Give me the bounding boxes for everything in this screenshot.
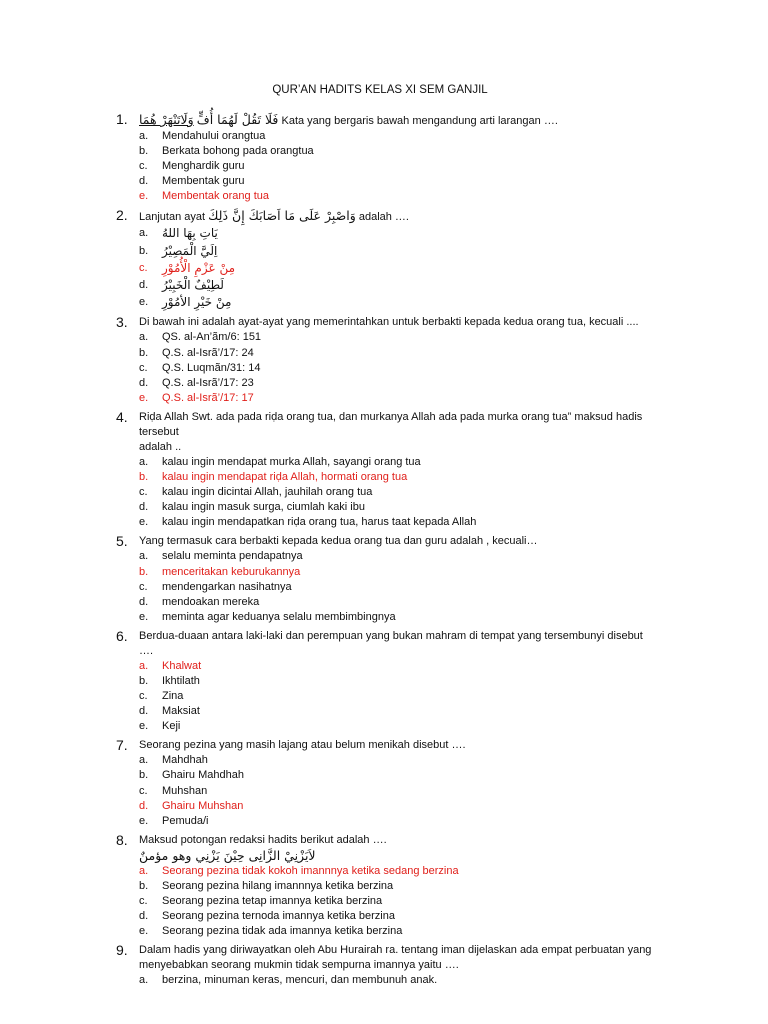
option-a[interactable] bbox=[116, 129, 656, 144]
option-text: Q.S. al-Isrã’/17: 23 bbox=[162, 376, 254, 389]
option-c[interactable] bbox=[116, 361, 656, 376]
option-b[interactable] bbox=[116, 565, 656, 580]
question-3 bbox=[116, 315, 656, 405]
option-d[interactable] bbox=[116, 799, 656, 814]
question-text: Dalam hadis yang diriwayatkan oleh Abu Hurairah ra. tentang iman dijelaskan ada empat perbuatan yang bbox=[139, 944, 652, 957]
option-a[interactable] bbox=[116, 549, 656, 564]
option-letter: d. bbox=[139, 705, 149, 718]
arabic-verse: وَاصْبِرْ عَلَى مَا اَصَابَكَ إِنَّ ذَلِكَ bbox=[208, 208, 356, 224]
option-c[interactable] bbox=[116, 894, 656, 909]
question-2 bbox=[116, 208, 656, 311]
question-text: Riḍa Allah Swt. ada pada riḍa orang tua, dan murkanya Allah ada pada murka orang tua” maksud hadis tersebut bbox=[139, 410, 643, 438]
question-number: 3. bbox=[116, 314, 128, 331]
option-d[interactable] bbox=[116, 500, 656, 515]
option-text: kalau ingin dicintai Allah, jauhilah orang tua bbox=[162, 486, 373, 499]
option-a[interactable] bbox=[116, 455, 656, 470]
question-text: Berdua-duaan antara laki-laki dan perempuan yang bukan mahram di tempat yang tersembunyi disebut …. bbox=[139, 629, 643, 657]
option-text: kalau ingin mendapatkan riḍa orang tua, harus taat kepada Allah bbox=[162, 516, 477, 529]
question-4 bbox=[116, 410, 656, 530]
option-letter: b. bbox=[139, 145, 149, 158]
option-letter: a. bbox=[139, 659, 149, 672]
option-list bbox=[116, 753, 656, 828]
option-text: مِنْ خَيْرِ الأمُوْرِ bbox=[162, 295, 232, 310]
option-letter: b. bbox=[139, 674, 149, 687]
question-text: Kata yang bergaris bawah mengandung arti larangan …. bbox=[281, 115, 558, 127]
option-text: اِلَيَّ الْمَصِيْرُ bbox=[162, 243, 218, 258]
option-letter: d. bbox=[139, 595, 149, 608]
option-letter: a. bbox=[139, 331, 149, 344]
option-letter: b. bbox=[139, 565, 149, 578]
option-letter: a. bbox=[139, 227, 149, 240]
question-stem bbox=[116, 534, 656, 549]
option-a[interactable] bbox=[116, 753, 656, 768]
option-c[interactable] bbox=[116, 580, 656, 595]
option-letter: b. bbox=[139, 879, 149, 892]
option-letter: d. bbox=[139, 376, 149, 389]
question-number: 4. bbox=[116, 408, 128, 425]
option-a[interactable] bbox=[116, 225, 656, 242]
arabic-underlined-phrase: وَلَاتَنْهَرْ هُمَا bbox=[139, 112, 194, 127]
option-text: meminta agar keduanya selalu membimbingnya bbox=[162, 610, 396, 623]
option-text: Membentak guru bbox=[162, 175, 245, 188]
arabic-verse: فَلَا تَقُلْ لَهُمَا أُفٍّ bbox=[196, 112, 279, 127]
option-text: kalau ingin masuk surga, ciumlah kaki ibu bbox=[162, 501, 365, 514]
option-list bbox=[116, 225, 656, 311]
option-text: Ghairu Muhshan bbox=[162, 799, 244, 812]
option-letter: e. bbox=[139, 391, 149, 404]
option-text: Zina bbox=[162, 690, 184, 703]
option-a[interactable] bbox=[116, 973, 656, 988]
question-number: 8. bbox=[116, 831, 128, 848]
question-stem bbox=[116, 112, 656, 129]
option-d[interactable] bbox=[116, 277, 656, 294]
option-text: Membentak orang tua bbox=[162, 190, 270, 203]
option-e[interactable] bbox=[116, 924, 656, 939]
option-list bbox=[116, 973, 656, 988]
option-e[interactable] bbox=[116, 294, 656, 311]
option-letter: d. bbox=[139, 910, 149, 923]
option-text: Mendahului orangtua bbox=[162, 130, 266, 142]
option-letter: c. bbox=[139, 690, 148, 703]
option-text: Seorang pezina tetap imannya ketika berzina bbox=[162, 895, 383, 908]
option-text: Ikhtilath bbox=[162, 674, 200, 687]
arabic-hadith-excerpt: لاَيَزْنِيْ الزَّانِى حِيْنَ يَزْنِي وهو مؤمنٌ bbox=[139, 847, 316, 863]
option-a[interactable] bbox=[116, 659, 656, 674]
question-1 bbox=[116, 112, 656, 204]
question-stem bbox=[116, 943, 656, 958]
option-text: kalau ingin mendapat murka Allah, sayangi orang tua bbox=[162, 455, 421, 468]
question-stem bbox=[116, 738, 656, 753]
option-letter: c. bbox=[139, 261, 148, 274]
option-letter: d. bbox=[139, 799, 149, 812]
option-a[interactable] bbox=[116, 330, 656, 345]
option-list bbox=[116, 864, 656, 939]
question-text: Lanjutan ayat bbox=[139, 211, 206, 224]
option-b[interactable] bbox=[116, 674, 656, 689]
option-text: mendengarkan nasihatnya bbox=[162, 580, 292, 593]
option-text: mendoakan mereka bbox=[162, 595, 260, 608]
option-d[interactable] bbox=[116, 174, 656, 189]
option-text: Seorang pezina ternoda imannya ketika berzina bbox=[162, 910, 395, 923]
option-letter: b. bbox=[139, 471, 149, 484]
option-b[interactable] bbox=[116, 243, 656, 260]
question-text-continued: menyebabkan seorang mukmin tidak sempurna imannya yaitu …. bbox=[139, 959, 459, 972]
question-number: 5. bbox=[116, 533, 128, 550]
option-text: لَطِيْفٌ الْخَبِيْرُ bbox=[162, 278, 224, 293]
question-7 bbox=[116, 738, 656, 828]
option-text: Seorang pezina tidak kokoh imannnya ketika sedang berzina bbox=[162, 864, 459, 877]
question-number: 1. bbox=[116, 111, 128, 127]
option-letter: d. bbox=[139, 501, 149, 514]
option-d[interactable] bbox=[116, 376, 656, 391]
option-list bbox=[116, 455, 656, 530]
option-text: berzina, minuman keras, mencuri, dan membunuh anak. bbox=[162, 974, 438, 987]
option-c[interactable] bbox=[116, 485, 656, 500]
option-c[interactable] bbox=[116, 689, 656, 704]
option-list bbox=[116, 549, 656, 624]
option-text: menceritakan keburukannya bbox=[162, 565, 301, 578]
option-text: kalau ingin mendapat riḍa Allah, hormati orang tua bbox=[162, 471, 408, 484]
option-text: Q.S. Luqmãn/31: 14 bbox=[162, 361, 261, 374]
option-text: Keji bbox=[162, 720, 181, 733]
option-letter: a. bbox=[139, 864, 149, 877]
option-text: مِنْ عَزْمِ الْأُمُوْرِ bbox=[162, 260, 236, 275]
option-letter: c. bbox=[139, 486, 148, 499]
option-letter: e. bbox=[139, 925, 149, 938]
option-text: Ghairu Mahdhah bbox=[162, 769, 244, 782]
question-text: Yang termasuk cara berbakti kepada kedua orang tua dan guru adalah , kecuali… bbox=[139, 535, 538, 548]
question-9 bbox=[116, 943, 656, 988]
option-e[interactable] bbox=[116, 610, 656, 625]
question-stem bbox=[116, 208, 656, 225]
page-title: QUR’AN HADITS KELAS XI SEM GANJIL bbox=[272, 84, 488, 96]
question-number: 2. bbox=[116, 207, 128, 224]
option-letter: b. bbox=[139, 346, 149, 359]
option-c[interactable] bbox=[116, 784, 656, 799]
question-text-end: adalah …. bbox=[358, 211, 409, 224]
option-e[interactable] bbox=[116, 515, 656, 530]
option-text: selalu meminta pendapatnya bbox=[162, 550, 303, 563]
option-letter: e. bbox=[139, 190, 149, 203]
option-letter: c. bbox=[139, 361, 148, 374]
option-letter: d. bbox=[139, 279, 149, 292]
question-number: 7. bbox=[116, 737, 128, 754]
option-text: Khalwat bbox=[162, 659, 202, 672]
option-list bbox=[116, 129, 656, 204]
option-b[interactable] bbox=[116, 768, 656, 783]
question-text: Seorang pezina yang masih lajang atau belum menikah disebut …. bbox=[139, 739, 466, 752]
question-number: 9. bbox=[116, 942, 128, 959]
option-list bbox=[116, 659, 656, 734]
option-e[interactable] bbox=[116, 719, 656, 734]
option-d[interactable] bbox=[116, 704, 656, 719]
option-letter: e. bbox=[139, 516, 149, 529]
option-e[interactable] bbox=[116, 189, 656, 204]
option-letter: a. bbox=[139, 550, 149, 563]
option-text: Pemuda/i bbox=[162, 814, 209, 827]
option-b[interactable] bbox=[116, 346, 656, 361]
option-letter: b. bbox=[139, 769, 149, 782]
option-text: Berkata bohong pada orangtua bbox=[162, 145, 314, 158]
option-b[interactable] bbox=[116, 144, 656, 159]
question-5 bbox=[116, 534, 656, 624]
option-text: Q.S. al-Isrã’/17: 24 bbox=[162, 346, 254, 359]
option-b[interactable] bbox=[116, 879, 656, 894]
option-text: Q.S. al-Isrã’/17: 17 bbox=[162, 391, 254, 404]
option-text: Maksiat bbox=[162, 705, 200, 718]
option-b[interactable] bbox=[116, 470, 656, 485]
option-letter: c. bbox=[139, 895, 148, 908]
option-e[interactable] bbox=[116, 391, 656, 406]
question-list bbox=[116, 112, 656, 992]
option-text: يَاتِ بِهَا اللهُ bbox=[162, 226, 218, 241]
option-letter: c. bbox=[139, 784, 148, 797]
option-text: Mahdhah bbox=[162, 754, 208, 767]
option-letter: e. bbox=[139, 720, 149, 733]
question-text: Di bawah ini adalah ayat-ayat yang memerintahkan untuk berbakti kepada kedua orang tua, kecuali .... bbox=[139, 316, 639, 329]
option-letter: e. bbox=[139, 610, 149, 623]
option-letter: d. bbox=[139, 175, 149, 188]
question-number: 6. bbox=[116, 627, 128, 644]
option-c[interactable] bbox=[116, 159, 656, 174]
option-letter: a. bbox=[139, 130, 149, 142]
option-letter: c. bbox=[139, 580, 148, 593]
option-e[interactable] bbox=[116, 814, 656, 829]
option-letter: c. bbox=[139, 160, 148, 173]
option-letter: a. bbox=[139, 974, 149, 987]
question-stem bbox=[116, 629, 656, 659]
question-text-continued: adalah .. bbox=[139, 440, 182, 453]
question-stem bbox=[116, 315, 656, 330]
question-stem bbox=[116, 410, 656, 440]
option-d[interactable] bbox=[116, 909, 656, 924]
question-text: Maksud potongan redaksi hadits berikut adalah …. bbox=[139, 833, 387, 846]
option-a[interactable] bbox=[116, 864, 656, 879]
option-text: Menghardik guru bbox=[162, 160, 245, 173]
option-letter: e. bbox=[139, 296, 149, 309]
question-stem bbox=[116, 833, 656, 848]
option-list bbox=[116, 330, 656, 405]
option-c[interactable] bbox=[116, 260, 656, 277]
option-text: Muhshan bbox=[162, 784, 208, 797]
question-8 bbox=[116, 833, 656, 939]
option-letter: a. bbox=[139, 455, 149, 468]
option-letter: e. bbox=[139, 814, 149, 827]
question-6 bbox=[116, 629, 656, 734]
option-text: Seorang pezina tidak ada imannya ketika berzina bbox=[162, 925, 403, 938]
option-d[interactable] bbox=[116, 595, 656, 610]
option-letter: a. bbox=[139, 754, 149, 767]
option-letter: b. bbox=[139, 244, 149, 257]
option-text: QS. al-An’ãm/6: 151 bbox=[162, 331, 262, 344]
option-text: Seorang pezina hilang imannnya ketika berzina bbox=[162, 879, 394, 892]
